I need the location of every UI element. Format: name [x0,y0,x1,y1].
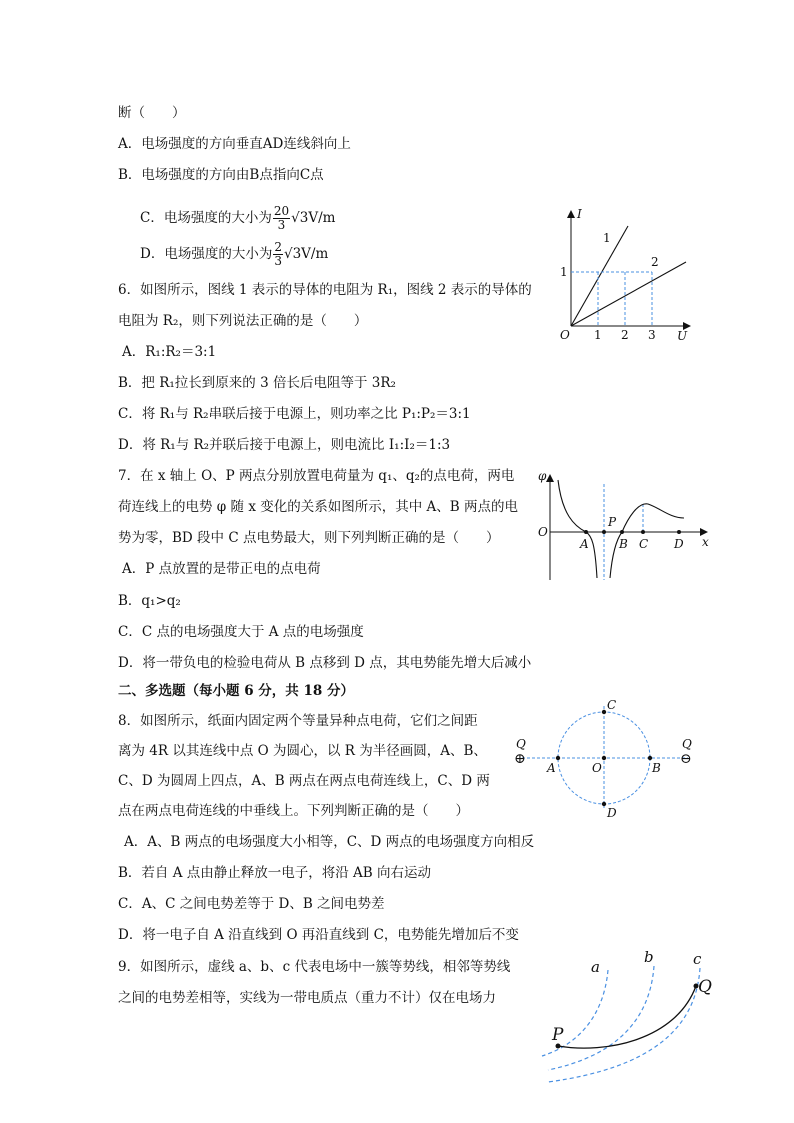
q6-stem-line2: 电阻为 R₂，则下列说法正确的是（ ） [118,313,368,329]
q7-stem-line2: 荷连线上的电势 φ 随 x 变化的关系如图所示，其中 A、B 两点的电 [118,499,518,515]
q7-option-d: D．将一带负电的检验电荷从 B 点移到 D 点，其电势能先增大后减小 [118,655,532,671]
q6-option-b: B．把 R₁拉长到原来的 3 倍长后电阻等于 3R₂ [118,375,396,391]
q6-y-axis-label: I [577,207,582,221]
q8-stem-line4: 点在两点电荷连线的中垂线上。下列判断正确的是（ ） [118,803,469,819]
q6-x-tick: 1 [594,328,602,342]
q6-y-tick: 1 [560,265,568,279]
q9-point-p-label: P [552,1025,564,1045]
q5-option-d-fraction: $\frac{2}{3}$ [274,240,282,268]
q7-option-c: C．C 点的电场强度大于 A 点的电场强度 [118,624,364,640]
q7-x-axis-label: x [702,535,709,549]
q9-equipotential-diagram [536,944,726,1084]
q5-option-d-unit: √3V/m [283,246,329,262]
q8-right-charge-label: Q [682,737,692,751]
q9-line-b [548,966,654,1070]
q5-option-c-text: C．电场强度的大小为 [140,210,272,226]
q6-iu-graph [555,206,695,341]
q5-option-c [140,200,335,236]
q6-x-tick: 3 [648,328,656,342]
section-2-heading: 二、多选题（每小题 6 分，共 18 分） [118,683,354,699]
q6-x-axis-label: U [677,329,688,343]
q8-point-o-label: O [592,761,602,775]
q6-origin-label: O [560,328,570,342]
q8-option-d: D．将一电子自 A 沿直线到 O 再沿直线到 C，电势能先增加后不变 [118,927,519,943]
q6-line-1 [571,226,628,326]
q9-stem-line1: 9．如图所示，虚线 a、b、c 代表电场中一簇等势线，相邻等势线 [118,959,511,975]
q6-option-d: D．将 R₁与 R₂并联后接于电源上，则电流比 I₁:I₂＝1:3 [118,437,451,453]
q7-point-p-label: P [608,515,617,529]
q7-y-axis-label: φ [538,469,547,483]
positive-charge-icon: ⊕ [514,751,526,767]
q7-option-a: A．P 点放置的是带正电的点电荷 [122,561,321,577]
q8-left-charge-label: Q [516,737,526,751]
q7-stem-line3: 势为零，BD 段中 C 点电势最大，则下列判断正确的是（ ） [118,530,500,546]
q8-option-c: C．A、C 之间电势差等于 D、B 之间电势差 [118,896,385,912]
q9-line-a-label: a [591,958,600,976]
q8-point-a-label: A [547,761,556,775]
q8-stem-line2: 离为 4R 以其连线中点 O 为圆心，以 R 为半径画圆，A、B、 [118,743,487,759]
q7-phi-x-graph [534,470,714,582]
q6-line-2-label: 2 [651,255,659,269]
q8-point-b-label: B [652,761,661,775]
q7-stem-line1: 7．在 x 轴上 O、P 两点分别放置电荷量为 q₁、q₂的点电荷，两电 [118,468,515,484]
q9-stem-line2: 之间的电势差相等，实线为一带电质点（重力不计）仅在电场力 [118,990,496,1006]
q7-point-d-label: D [674,537,684,551]
q7-origin-label: O [538,525,548,539]
q9-line-c-label: c [693,950,702,968]
q5-stem-continuation: 断（ ） [118,105,186,121]
q5-option-c-unit: √3V/m [291,210,336,226]
q7-point-a-label: A [580,537,589,551]
q8-option-b: B．若自 A 点由静止释放一电子，将沿 AB 向右运动 [118,865,432,881]
q8-stem-line3: C、D 为圆周上四点，A、B 两点在两点电荷连线上，C、D 两 [118,773,490,789]
q6-option-c: C．将 R₁与 R₂串联后接于电源上，则功率之比 P₁:P₂＝3:1 [118,406,471,422]
q6-x-tick: 2 [621,328,629,342]
q5-option-a: A．电场强度的方向垂直AD连线斜向上 [118,136,351,152]
q5-option-d-text: D．电场强度的大小为 [140,246,273,262]
q8-point-d-label: D [607,806,617,820]
q7-point-c-label: C [639,537,649,551]
q5-option-d [140,236,328,272]
q9-line-b-label: b [644,948,654,966]
q8-charge-circle-diagram [512,696,702,822]
negative-charge-icon: ⊖ [680,751,692,767]
q9-point-q-label: Q [698,977,712,997]
q6-stem-line1: 6．如图所示，图线 1 表示的导体的电阻为 R₁，图线 2 表示的导体的 [118,282,532,298]
q7-point-b-label: B [619,537,628,551]
q9-trajectory [558,986,696,1048]
q5-option-b: B．电场强度的方向由B点指向C点 [118,167,324,183]
q8-stem-line1: 8．如图所示，纸面内固定两个等量异种点电荷，它们之间距 [118,713,478,729]
q5-option-c-fraction: $\frac{20}{3}$ [273,204,290,232]
q8-option-a: A．A、B 两点的电场强度大小相等，C、D 两点的电场强度方向相反 [124,834,535,850]
q6-line-1-label: 1 [603,231,611,245]
q7-option-b: B．q₁>q₂ [118,593,181,609]
q8-point-c-label: C [607,698,617,712]
q9-line-c [548,968,700,1082]
q6-option-a: A．R₁:R₂＝3:1 [122,344,217,360]
